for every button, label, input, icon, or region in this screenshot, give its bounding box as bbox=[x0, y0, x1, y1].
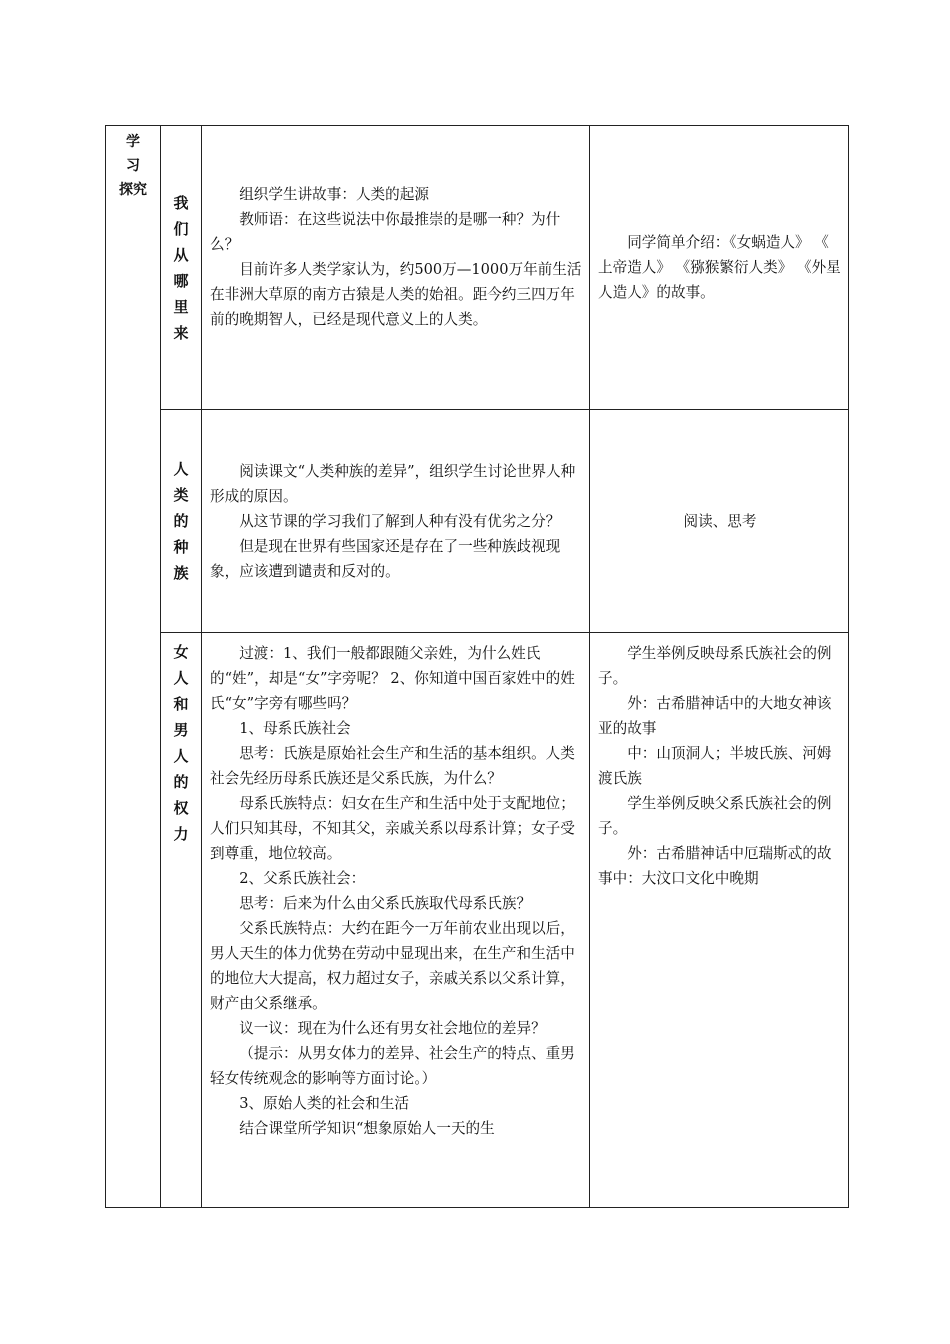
paragraph: 学生举例反映母系氏族社会的例子。 bbox=[598, 645, 832, 687]
paragraph: 思考：后来为什么由父系氏族取代母系氏族？ bbox=[239, 895, 532, 912]
paragraph: 但是现在世界有些国家还是存在了一些种族歧视现象，应该遭到谴责和反对的。 bbox=[210, 537, 561, 580]
label-char: 类 bbox=[173, 486, 189, 504]
label-char: 力 bbox=[173, 825, 189, 843]
label-char: 的 bbox=[173, 773, 189, 791]
teacher-activity-gender-power bbox=[202, 633, 590, 1208]
paragraph: 阅读课文“人类种族的差异”，组织学生讨论世界人种形成的原因。 bbox=[210, 462, 576, 505]
row-label-gender-power bbox=[161, 633, 202, 1208]
paragraph: 3、原始人类的社会和生活 bbox=[239, 1095, 410, 1112]
paragraph: 议一议：现在为什么还有男女社会地位的差异？ bbox=[239, 1020, 546, 1037]
label-char: 和 bbox=[173, 695, 189, 713]
paragraph: 教师语：在这些说法中你最推崇的是哪一种？为什么？ bbox=[210, 211, 561, 253]
paragraph: 阅读、思考 bbox=[683, 512, 757, 530]
paragraph: 中：山顶洞人；半坡氏族、河姆渡氏族 bbox=[598, 745, 832, 787]
teacher-activity-race bbox=[202, 410, 590, 633]
teacher-activity-origin bbox=[202, 126, 590, 410]
paragraph: 组织学生讲故事：人类的起源 bbox=[239, 186, 429, 203]
label-char: 来 bbox=[173, 323, 189, 342]
paragraph: 外：古希腊神话中厄瑞斯忒的故事中：大汶口文化中晚期 bbox=[598, 845, 832, 887]
student-activity-race bbox=[590, 410, 849, 633]
label-char: 权 bbox=[173, 799, 189, 817]
paragraph: 外：古希腊神话中的大地女神该亚的故事 bbox=[598, 695, 832, 737]
row-label-origin bbox=[161, 126, 202, 410]
lesson-plan-table bbox=[105, 125, 849, 1208]
label-char: 里 bbox=[173, 297, 189, 316]
paragraph: 结合课堂所学知识“想象原始人一天的生 bbox=[239, 1120, 495, 1137]
paragraph: 从这节课的学习我们了解到人种有没有优劣之分？ bbox=[239, 512, 561, 530]
label-char: 人 bbox=[173, 460, 189, 478]
table-row bbox=[106, 410, 849, 633]
row-label-race bbox=[161, 410, 202, 633]
paragraph: 2、父系氏族社会： bbox=[239, 870, 366, 887]
student-activity-gender-power bbox=[590, 633, 849, 1208]
label-char: 们 bbox=[173, 219, 189, 238]
paragraph: 母系氏族特点：妇女在生产和生活中处于支配地位；人们只知其母，不知其父，亲戚关系以母系计算；女子受到尊重，地位较高。 bbox=[210, 795, 575, 862]
label-char: 族 bbox=[173, 564, 189, 582]
paragraph: （提示：从男女体力的差异、社会生产的特点、重男轻女传统观念的影响等方面讨论。） bbox=[210, 1045, 575, 1087]
table-row bbox=[106, 633, 849, 1208]
paragraph: 思考：氏族是原始社会生产和生活的基本组织。人类社会先经历母系氏族还是父系氏族，为什么？ bbox=[210, 745, 575, 787]
paragraph: 学生举例反映父系氏族社会的例子。 bbox=[598, 795, 832, 837]
label-char: 从 bbox=[173, 245, 189, 264]
section-label-study-explore: 学 习 探究 bbox=[106, 126, 161, 1208]
label-char: 女 bbox=[173, 643, 189, 661]
paragraph: 1、母系氏族社会 bbox=[239, 720, 351, 737]
table-row bbox=[106, 126, 849, 410]
student-activity-origin bbox=[590, 126, 849, 410]
label-char: 种 bbox=[173, 538, 189, 556]
label-char: 人 bbox=[173, 747, 189, 765]
paragraph: 目前许多人类学家认为，约500万—1000万年前生活在非洲大草原的南方古猿是人类的始祖。距今约三四万年前的晚期智人，已经是现代意义上的人类。 bbox=[210, 261, 582, 328]
label-char: 男 bbox=[173, 721, 189, 739]
label-char: 我 bbox=[173, 193, 189, 212]
label-char: 人 bbox=[173, 669, 189, 687]
label-char: 哪 bbox=[173, 271, 189, 290]
paragraph: 同学简单介绍：《女蜗造人》 《 上帝造人》 《猕猴繁衍人类》 《外星人造人》的故事。 bbox=[598, 234, 841, 301]
paragraph: 过渡：1、我们一般都跟随父亲姓，为什么姓氏的“姓”，却是“女”字旁呢？ 2、你知道中国百家姓中的姓氏“女”字旁有哪些吗？ bbox=[210, 645, 575, 712]
paragraph: 父系氏族特点：大约在距今一万年前农业出现以后，男人天生的体力优势在劳动中显现出来，在生产和生活中的地位大大提高，权力超过女子，亲戚关系以父系计算，财产由父系继承。 bbox=[210, 920, 575, 1012]
label-char: 的 bbox=[173, 512, 189, 530]
